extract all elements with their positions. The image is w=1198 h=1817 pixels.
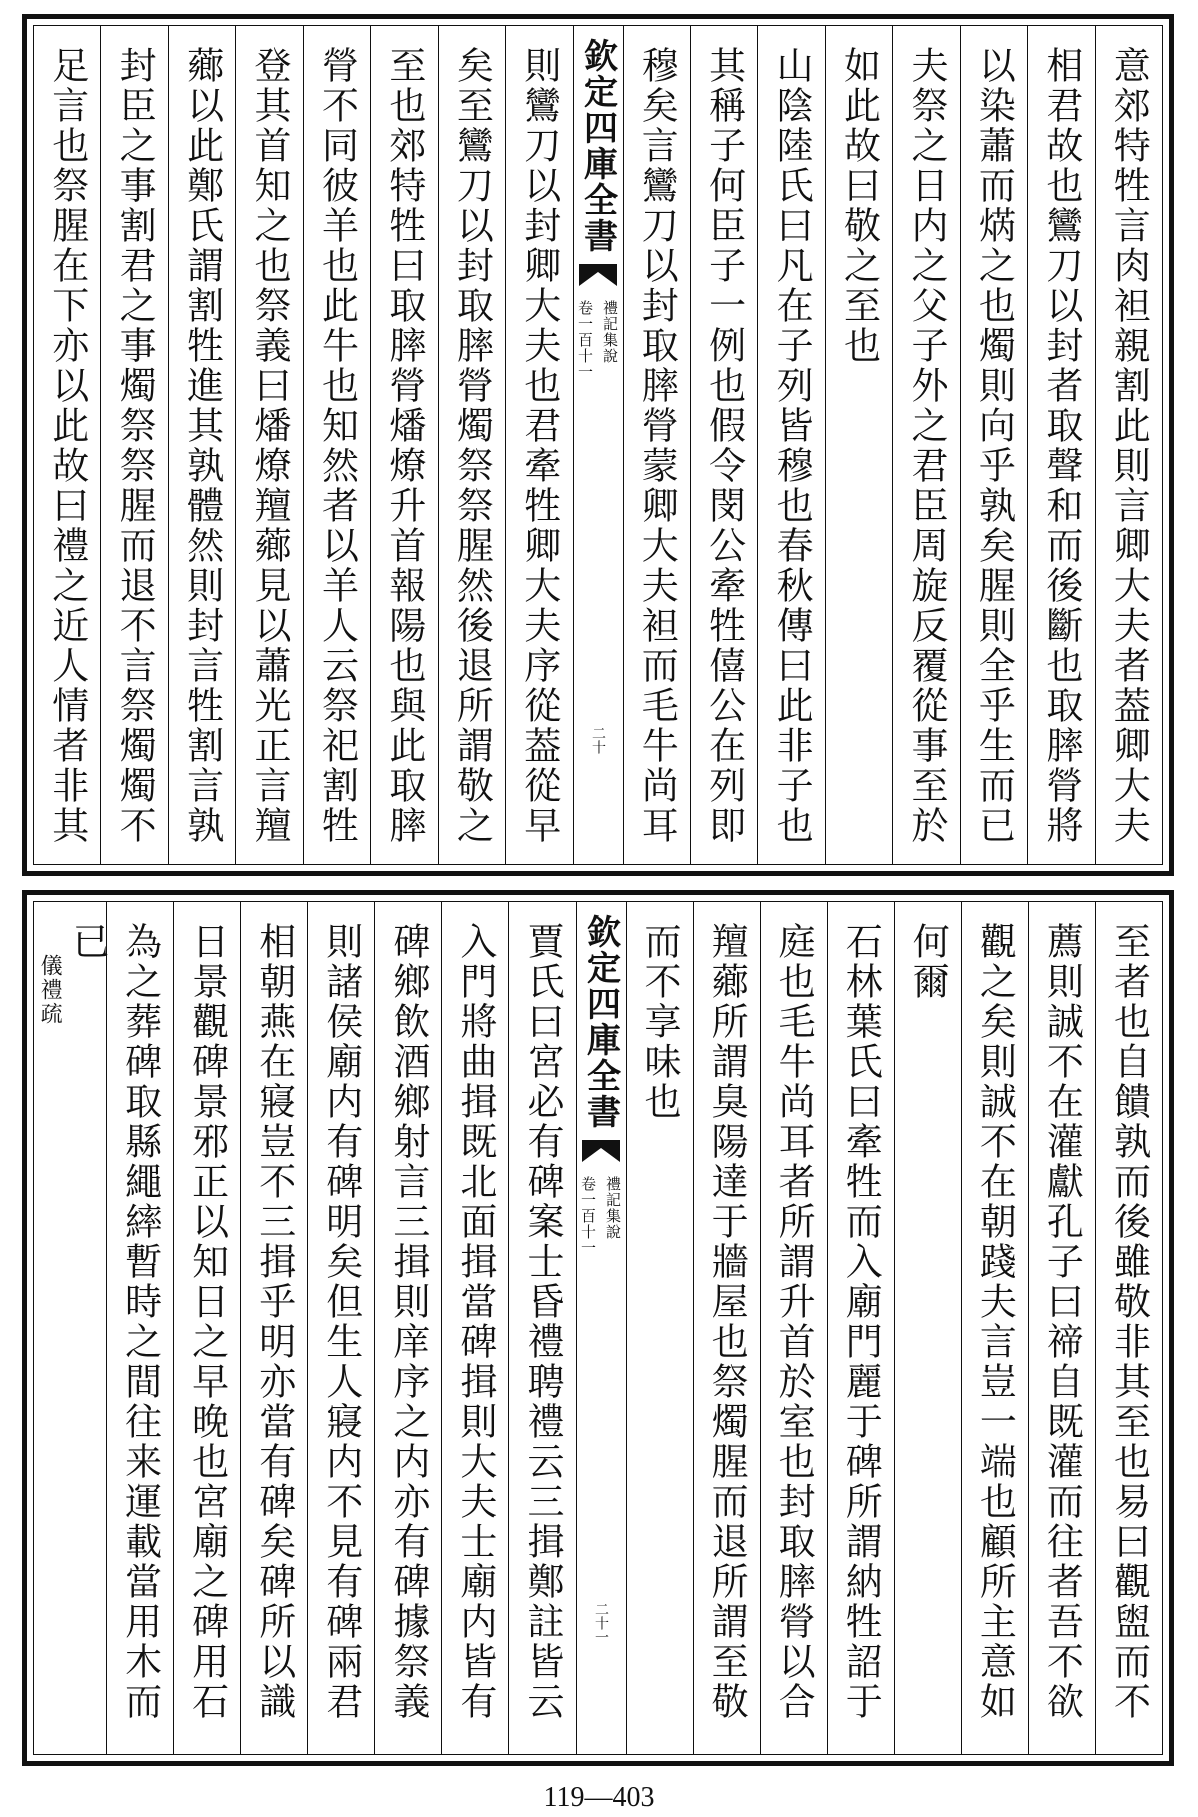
top-page (22, 14, 1174, 876)
text-column: 以染蕭而焫之也燭則向乎孰矣腥則全乎生而已 (960, 26, 1027, 864)
page-footer-number: 119—403 (543, 1782, 655, 1813)
text-column: 夫祭之日内之父子外之君臣周旋反覆從事至於 (892, 26, 959, 864)
center-margin (576, 902, 626, 1754)
text-column: 薦則誠不在灌獻孔子曰禘自既灌而往者吾不欲 (1028, 902, 1095, 1754)
text-column: 至者也自饋孰而後雖敬非其至也易曰觀盥而不 (1095, 902, 1162, 1754)
text-column: 為之葬碑取縣繩繂暫時之間往来運載當用木而 (106, 902, 173, 1754)
text-column: 相朝燕在寢豈不三揖乎明亦當有碑矣碑所以識 (240, 902, 307, 1754)
text-column: 薌以此鄭氏謂割牲進其孰體然則封言牲割言孰 (168, 26, 235, 864)
text-column: 足言也祭腥在下亦以此故曰禮之近人情者非其 (45, 46, 89, 846)
center-subtitle (575, 300, 621, 380)
bottom-page (22, 890, 1174, 1766)
center-margin (573, 26, 623, 864)
text-column: 日景觀碑景邪正以知日之早晚也宮廟之碑用石 (173, 902, 240, 1754)
text-column: 羶薌所謂臭陽達于牆屋也祭燭腥而退所謂至敬 (693, 902, 760, 1754)
text-column: 封臣之事割君之事燭祭祭腥而退不言祭燭燭不 (100, 26, 167, 864)
center-subtitle (578, 1176, 624, 1256)
text-column: 則鸞刀以封卿大夫也君牽牲卿大夫序從葢從早 (505, 26, 572, 864)
text-column: 石林葉氏曰牽牲而入廟門麗于碑所謂納牲詔于 (827, 902, 894, 1754)
leaf-number: 二十一 (593, 1602, 609, 1644)
text-column: 而不享味也 (626, 902, 693, 1754)
fishtail-mark-icon (579, 264, 617, 286)
text-column: 山陰陸氏曰凡在子列皆穆也春秋傳曰此非子也 (757, 26, 824, 864)
text-column: 矣至鸞刀以封取膟膋燭祭祭腥然後退所謂敬之 (438, 26, 505, 864)
text-column: 入門將曲揖既北面揖當碑揖則大夫士廟内皆有 (441, 902, 508, 1754)
text-column: 登其首知之也祭義曰燔燎羶薌見以蕭光正言羶 (235, 26, 302, 864)
text-column: 則諸侯廟内有碑明矣但生人寢内不見有碑兩君 (307, 902, 374, 1754)
leaf-number: 二十 (590, 726, 606, 754)
text-column: 其稱子何臣子一例也假令閔公牽牲僖公在列即 (690, 26, 757, 864)
sub-title: 禮記集說 (601, 300, 619, 364)
fishtail-mark-icon (582, 1140, 620, 1162)
volume-label: 卷一百十一 (576, 300, 594, 380)
top-page-frame (33, 25, 1163, 865)
text-column (34, 902, 110, 1754)
book-title: 欽定四庫全書 (580, 914, 621, 1130)
last-column-group: 已 儀禮疏 (34, 902, 106, 1754)
volume-label: 卷一百十一 (579, 1176, 597, 1256)
text-column: 膋不同彼羊也此牛也知然者以羊人云祭祀割牲 (303, 26, 370, 864)
bottom-page-frame (33, 901, 1163, 1755)
book-title: 欽定四庫全書 (577, 38, 618, 254)
text-column: 觀之矣則誠不在朝踐夫言豈一端也顧所主意如 (961, 902, 1028, 1754)
text-column: 相君故也鸞刀以封者取聲和而後斷也取膟膋將 (1027, 26, 1094, 864)
text-column: 意郊特牲言肉袒親割此則言卿大夫者葢卿大夫 (1095, 26, 1162, 864)
source-note: 儀禮疏 (37, 954, 63, 1026)
text-column: 何爾 (894, 902, 961, 1754)
text-column: 至也郊特牲曰取膟膋燔燎升首報陽也與此取膟 (370, 26, 437, 864)
text-column: 如此故曰敬之至也 (825, 26, 892, 864)
text-column: 賈氏曰宮必有碑案士昏禮聘禮云三揖鄭註皆云 (508, 902, 575, 1754)
text-column: 碑鄉飲酒鄉射言三揖則庠序之内亦有碑據祭義 (374, 902, 441, 1754)
text-column: 穆矣言鸞刀以封取膟膋蒙卿大夫袒而毛牛尚耳 (623, 26, 690, 864)
sub-title: 禮記集說 (604, 1176, 622, 1240)
text-column: 庭也毛牛尚耳者所謂升首於室也封取膟膋以合 (760, 902, 827, 1754)
